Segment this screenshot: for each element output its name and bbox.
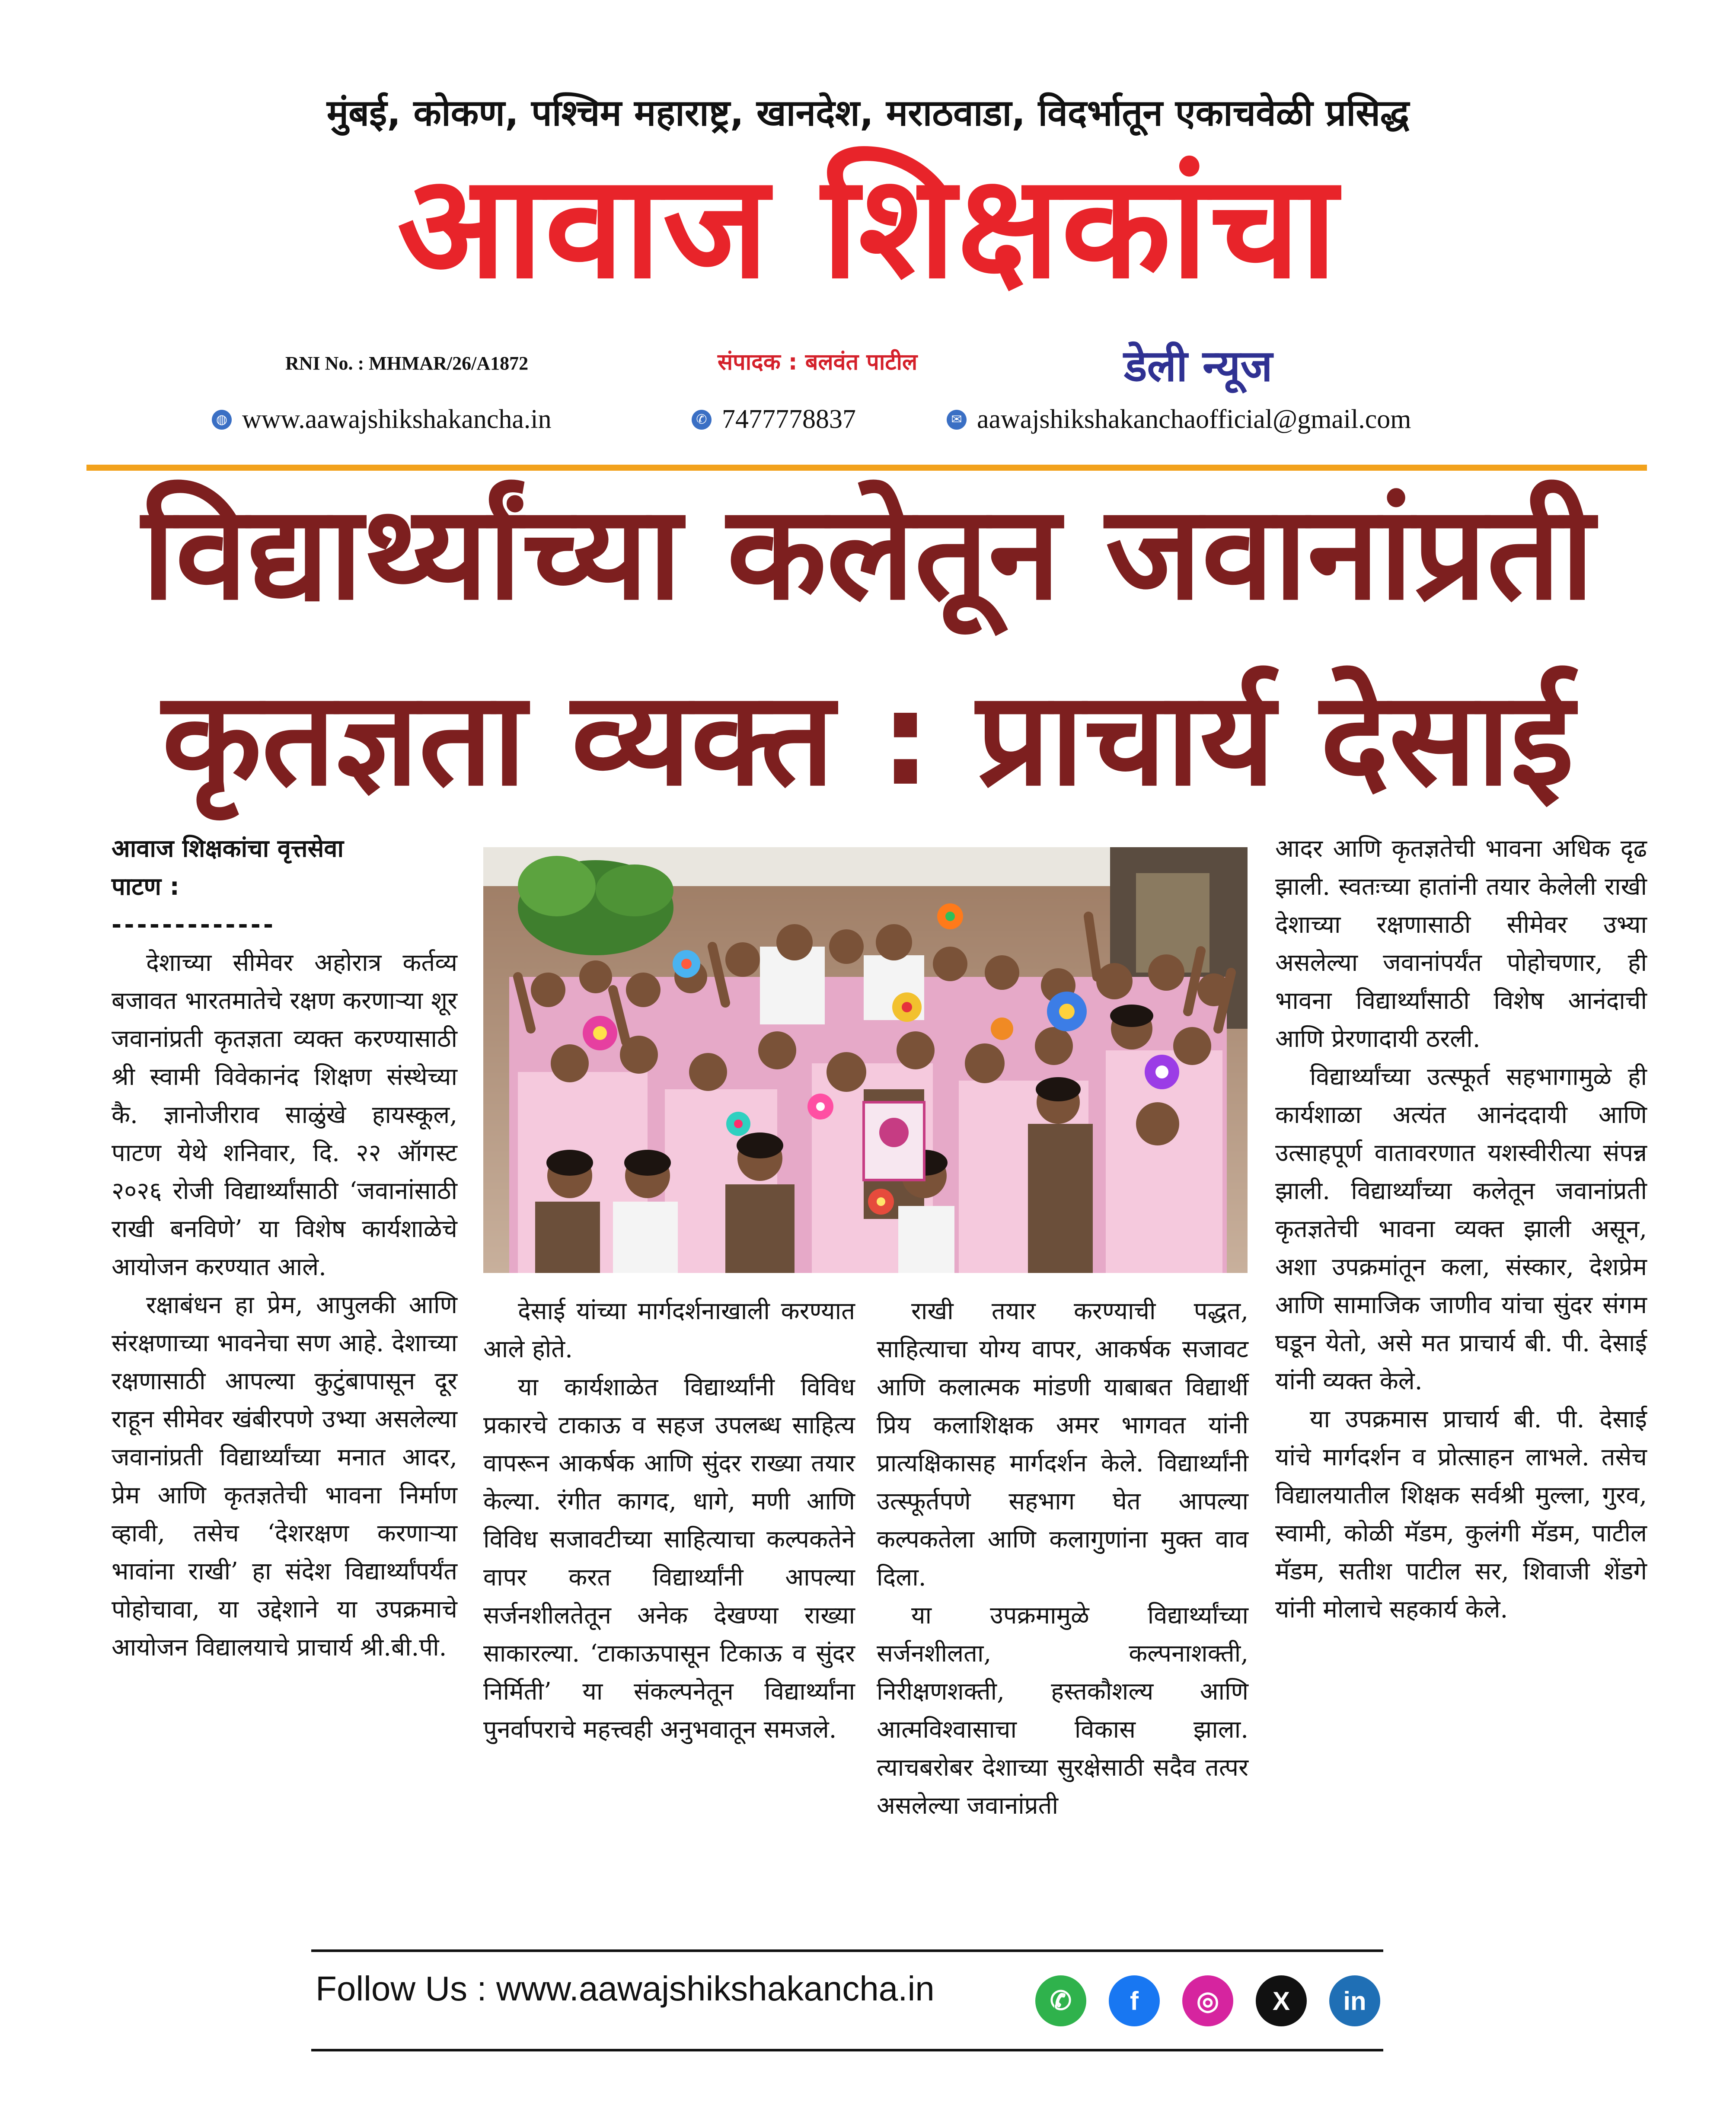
dateline-separator: ------------- [112,911,276,939]
students-with-rakhis-photo [483,847,1248,1273]
globe-icon: ◍ [212,410,232,430]
tagline: मुंबई, कोकण, पश्चिम महाराष्ट्र, खानदेश, मराठवाडा, विदर्भातून एकाचवेळी प्रसिद्ध [326,92,1410,134]
headline-line-2: कृतज्ञता व्यक्त : प्राचार्य देसाई [162,663,1574,814]
dateline-agency: आवाज शिक्षकांचा वृत्तसेवा [112,835,344,863]
header-divider [86,465,1647,471]
paragraph: या उपक्रमामुळे विद्यार्थ्यांच्या सर्जनशीलता, कल्पनाशक्ती, निरीक्षणशक्ती, हस्तकौशल्य आणि आत्मविश्वासाचा विकास झाला. त्याचबरोबर देशाच्या सुरक्षेसाठी सदैव तत्पर असलेल्या जवानांप्रती [877,1601,1248,1820]
email-text[interactable]: aawajshikshakanchaofficial@gmail.com [977,405,1411,434]
x-icon[interactable]: X [1256,1975,1307,2026]
article-column-3 [877,1292,1248,1825]
paragraph: देसाई यांच्या मार्गदर्शनाखाली करण्यात आले होते. [483,1297,855,1363]
follow-us-text[interactable]: Follow Us : www.aawajshikshakancha.in [316,1969,935,2008]
phone-icon: ✆ [692,410,712,430]
paragraph: या उपक्रमास प्राचार्य बी. पी. देसाई यांचे मार्गदर्शन व प्रोत्साहन लाभले. तसेच विद्यालयातील शिक्षक सर्वश्री मुल्ला, गुरव, स्वामी, कोळी मॅडम, कुलंगी मॅडम, पाटील मॅडम, सतीश पाटील सर, शिवाजी शेंडगे यांनी मोलाचे सहकार्य केले. [1275,1405,1647,1624]
paragraph: विद्यार्थ्यांच्या उत्स्फूर्त सहभागामुळे ही कार्यशाळा अत्यंत आनंददायी आणि उत्साहपूर्ण वातावरणात यशस्वीरीत्या संपन्न झाली. विद्यार्थ्यांच्या कलेतून जवानांप्रती कृतज्ञतेची भावना व्यक्त झाली असून, अशा उपक्रमांतून कला, संस्कार, देशप्रेम आणि सामाजिक जाणीव यांचा सुंदर संगम घडून येतो, असे मत प्राचार्य बी. पी. देसाई यांनी व्यक्त केले. [1275,1063,1647,1395]
paragraph: या कार्यशाळेत विद्यार्थ्यांनी विविध प्रकारचे टाकाऊ व सहज उपलब्ध साहित्य वापरून आकर्षक आणि सुंदर राख्या तयार केल्या. रंगीत कागद, धागे, मणी आणि विविध सजावटीच्या साहित्याचा कल्पकतेने वापर करत विद्यार्थ्यांनी आपल्या सर्जनशीलतेतून अनेक देखण्या राख्या साकारल्या. ‘टाकाऊपासून टिकाऊ व सुंदर निर्मिती’ या संकल्पनेतून विद्यार्थ्यांना पुनर्वापराचे महत्त्वही अनुभवातून समजले. [483,1373,855,1744]
article-column-2 [483,1292,855,1749]
article-column-4 [1275,830,1647,1629]
edition-label: डेली न्यूज [1124,341,1273,391]
paragraph: रक्षाबंधन हा प्रेम, आपुलकी आणि संरक्षणाच्या भावनेचा सण आहे. देशाच्या रक्षणासाठी आपल्या कुटुंबापासून दूर राहून सीमेवर खंबीरपणे उभ्या असलेल्या जवानांप्रती विद्यार्थ्यांच्या मनात आदर, प्रेम आणि कृतज्ञतेची भावना निर्माण व्हावी, तसेच ‘देशरक्षण करणाऱ्या भावांना राखी’ हा संदेश विद्यार्थ्यांपर्यंत पोहोचावा, या उद्देशाने या उपक्रमाचे आयोजन विद्यालयाचे प्राचार्य श्री.बी.पी. [112,1291,457,1662]
paragraph: देशाच्या सीमेवर अहोरात्र कर्तव्य बजावत भारतमातेचे रक्षण करणाऱ्या शूर जवानांप्रती कृतज्ञता व्यक्त करण्यासाठी श्री स्वामी विवेकानंद शिक्षण संस्थेच्या कै. ज्ञानोजीराव साळुंखे हायस्कूल, पाटण येथे शनिवार, दि. २२ ऑगस्ट २०२६ रोजी विद्यार्थ्यांसाठी ‘जवानांसाठी राखी बनविणे’ या विशेष कार्यशाळेचे आयोजन करण्यात आले. [112,949,457,1281]
editor-credit: संपादक : बलवंत पाटील [718,349,918,375]
phone-contact[interactable] [692,404,856,435]
whatsapp-icon[interactable]: ✆ [1035,1975,1086,2026]
instagram-icon[interactable]: ◎ [1182,1975,1233,2026]
phone-text[interactable]: 7477778837 [722,405,856,434]
paragraph: राखी तयार करण्याची पद्धत, साहित्याचा योग्य वापर, आकर्षक सजावट आणि कलात्मक मांडणी याबाबत विद्यार्थी प्रिय कलाशिक्षक अमर भागवत यांनी प्रात्यक्षिकासह मार्गदर्शन केले. विद्यार्थ्यांनी उत्स्फूर्तपणे सहभाग घेत आपल्या कल्पकतेला आणि कलागुणांना मुक्त वाव दिला. [877,1297,1248,1592]
website-contact[interactable] [212,404,552,435]
rni-number: RNI No. : MHMAR/26/A1872 [285,353,529,374]
linkedin-icon[interactable]: in [1329,1975,1380,2026]
email-icon: ✉ [947,410,967,430]
paragraph: आदर आणि कृतज्ञतेची भावना अधिक दृढ झाली. स्वतःच्या हातांनी तयार केलेली राखी देशाच्या रक्षणासाठी सीमेवर उभ्या असलेल्या जवानांपर्यंत पोहोचणार, ही भावना विद्यार्थ्यांसाठी विशेष आनंदाची आणि प्रेरणादायी ठरली. [1275,835,1647,1053]
footer-rule-bottom [311,2049,1383,2051]
facebook-icon[interactable]: f [1109,1975,1160,2026]
dateline [112,830,457,944]
dateline-place: पाटण : [112,873,179,901]
masthead-title: आवाज शिक्षकांचा [397,144,1339,310]
headline-line-1: विद्यार्थ्यांच्या कलेतून जवानांप्रती [141,478,1595,628]
article-photo [483,847,1248,1273]
footer-rule-top [311,1949,1383,1952]
website-text[interactable]: www.aawajshikshakancha.in [242,405,552,434]
email-contact[interactable] [947,404,1411,435]
article-column-1 [112,830,457,1667]
